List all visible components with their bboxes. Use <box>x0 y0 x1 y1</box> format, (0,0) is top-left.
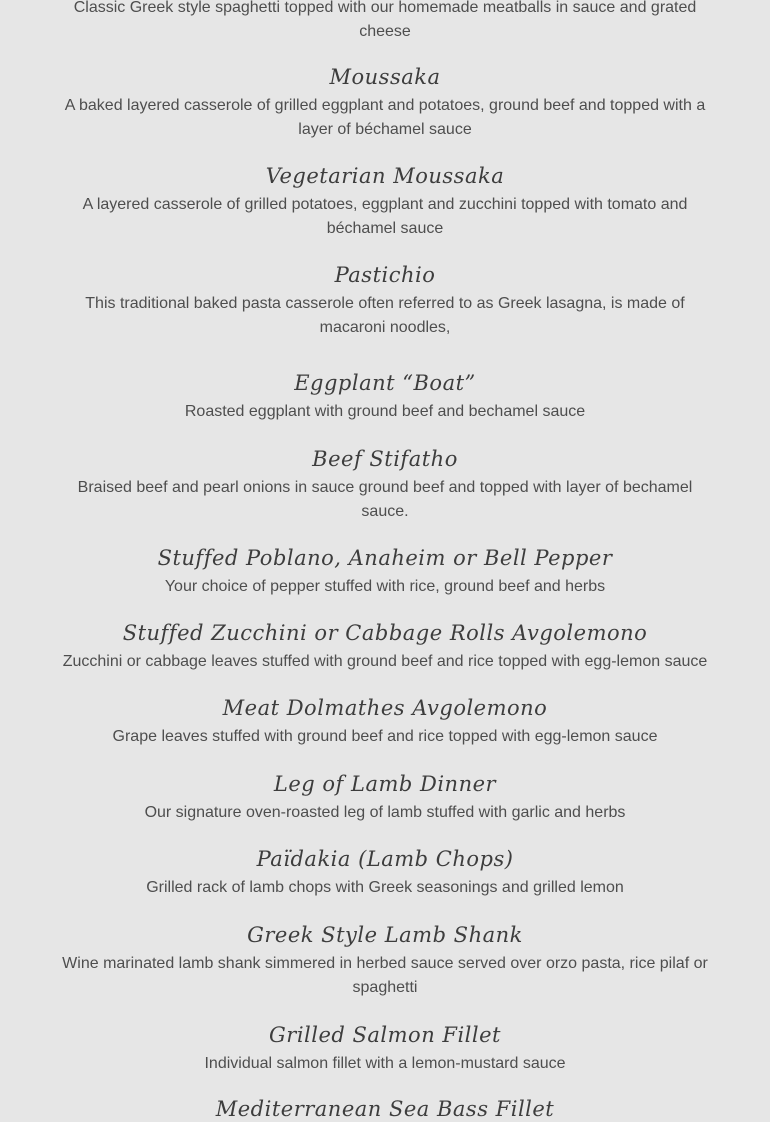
menu-item-title: Greek Style Lamb Shank <box>247 923 523 947</box>
menu-item-description: Braised beef and pearl onions in sauce ground beef and topped with layer of bechamel sauce. <box>77 479 693 520</box>
menu-item-description: Roasted eggplant with ground beef and bechamel sauce <box>184 403 586 420</box>
menu-item-title: Stuffed Zucchini or Cabbage Rolls Avgolemono <box>122 621 648 645</box>
menu-item-description: Our signature oven-roasted leg of lamb stuffed with garlic and herbs <box>144 804 626 821</box>
menu-item-description: A baked layered casserole of grilled eggplant and potatoes, ground beef and topped with a layer of béchamel sauce <box>64 97 706 138</box>
menu-item-title: Pastichio <box>334 263 436 287</box>
menu-item-title: Beef Stifatho <box>312 447 458 471</box>
menu-item-description: Your choice of pepper stuffed with rice, ground beef and herbs <box>164 578 606 595</box>
menu-item-description: Zucchini or cabbage leaves stuffed with ground beef and rice topped with egg-lemon sauce <box>62 653 708 670</box>
menu-item-description: Wine marinated lamb shank simmered in herbed sauce served over orzo pasta, rice pilaf or spaghetti <box>62 955 708 996</box>
menu-item-title: Meat Dolmathes Avgolemono <box>222 696 548 720</box>
menu-item-description: Grilled rack of lamb chops with Greek seasonings and grilled lemon <box>146 879 624 896</box>
menu-item-title: Païdakia (Lamb Chops) <box>256 847 514 871</box>
menu-item-title: Grilled Salmon Fillet <box>269 1023 501 1047</box>
menu-item-title: Stuffed Poblano, Anaheim or Bell Pepper <box>157 546 613 570</box>
menu-item-description: Individual salmon fillet with a lemon-mustard sauce <box>204 1055 566 1072</box>
menu-item-title: Mediterranean Sea Bass Fillet <box>215 1097 555 1121</box>
intro-description: Classic Greek style spaghetti topped with our homemade meatballs in sauce and grated cheese <box>73 0 697 40</box>
menu-item-description: Grape leaves stuffed with ground beef and rice topped with egg-lemon sauce <box>112 728 658 745</box>
menu-item-title: Eggplant “Boat” <box>294 371 476 395</box>
menu-item-description: This traditional baked pasta casserole often referred to as Greek lasagna, is made of macaroni noodles, <box>85 295 685 336</box>
menu-item-description: A layered casserole of grilled potatoes, eggplant and zucchini topped with tomato and béchamel sauce <box>82 196 688 237</box>
menu-item-title: Moussaka <box>329 65 441 89</box>
menu-item-title: Leg of Lamb Dinner <box>273 772 497 796</box>
menu-item-title: Vegetarian Moussaka <box>265 164 505 188</box>
